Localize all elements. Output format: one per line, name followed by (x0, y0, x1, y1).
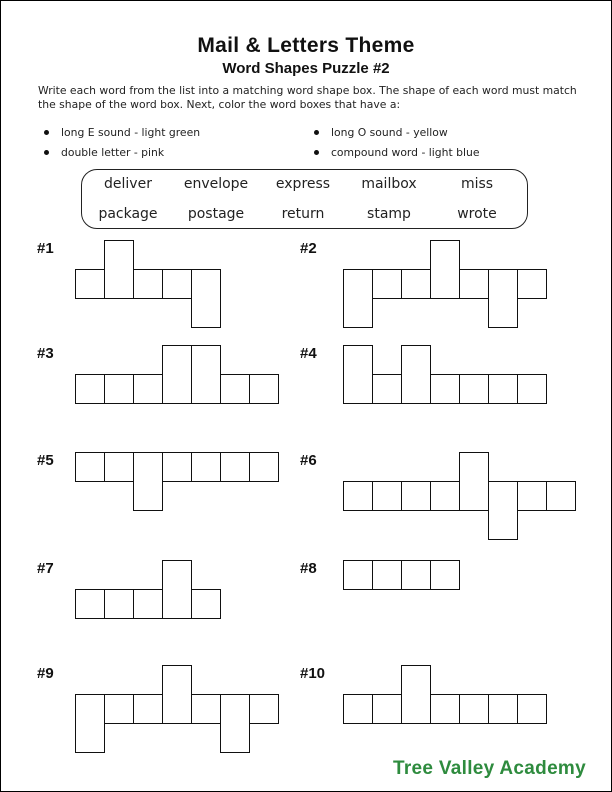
word-bank-item: miss (460, 176, 494, 192)
letter-box[interactable] (162, 269, 192, 299)
letter-box[interactable] (191, 452, 221, 482)
letter-box[interactable] (517, 481, 547, 511)
letter-box[interactable] (372, 560, 402, 590)
letter-box[interactable] (401, 269, 431, 299)
letter-box[interactable] (459, 269, 489, 299)
letter-box[interactable] (517, 694, 547, 724)
letter-box[interactable] (133, 694, 163, 724)
letter-box[interactable] (343, 269, 373, 328)
letter-box[interactable] (430, 374, 460, 404)
letter-box[interactable] (372, 694, 402, 724)
letter-box[interactable] (220, 452, 250, 482)
instructions-text: Write each word from the list into a matching word shape box. The shape of each word must match the shape of the word box. Next, color the word boxes that have a: (38, 84, 577, 111)
letter-box[interactable] (488, 481, 518, 540)
letter-box[interactable] (517, 269, 547, 299)
letter-box[interactable] (372, 374, 402, 404)
bullet-icon (44, 150, 49, 155)
letter-box[interactable] (104, 589, 134, 619)
legend-item-double-letter: double letter - pink (44, 146, 164, 159)
puzzle-label: #6 (300, 452, 317, 469)
puzzle-label: #4 (300, 345, 317, 362)
letter-box[interactable] (343, 345, 373, 404)
letter-box[interactable] (488, 694, 518, 724)
puzzle-label: #5 (37, 452, 54, 469)
letter-box[interactable] (104, 452, 134, 482)
puzzle-label: #2 (300, 240, 317, 257)
letter-box[interactable] (133, 269, 163, 299)
letter-box[interactable] (401, 665, 431, 724)
word-bank-item: deliver (104, 176, 152, 192)
bullet-icon (314, 150, 319, 155)
letter-box[interactable] (249, 694, 279, 724)
letter-box[interactable] (401, 345, 431, 404)
legend-item-compound-word: compound word - light blue (314, 146, 480, 159)
puzzle-label: #8 (300, 560, 317, 577)
letter-box[interactable] (162, 345, 192, 404)
letter-box[interactable] (75, 452, 105, 482)
letter-box[interactable] (191, 694, 221, 724)
puzzle-label: #10 (300, 665, 326, 682)
word-bank-item: stamp (367, 206, 411, 222)
page-subtitle: Word Shapes Puzzle #2 (222, 60, 390, 77)
word-bank-item: return (281, 206, 325, 222)
legend-item-long-e: long E sound - light green (44, 126, 200, 139)
puzzle-label: #9 (37, 665, 54, 682)
letter-box[interactable] (104, 240, 134, 299)
letter-box[interactable] (133, 374, 163, 404)
letter-box[interactable] (459, 452, 489, 511)
puzzle-label: #1 (37, 240, 54, 257)
letter-box[interactable] (75, 374, 105, 404)
letter-box[interactable] (546, 481, 576, 511)
letter-box[interactable] (517, 374, 547, 404)
letter-box[interactable] (343, 694, 373, 724)
letter-box[interactable] (401, 560, 431, 590)
letter-box[interactable] (191, 269, 221, 328)
word-bank-item: envelope (183, 176, 249, 192)
word-bank-item: postage (187, 206, 245, 222)
page-title: Mail & Letters Theme (197, 34, 415, 57)
puzzle-label: #3 (37, 345, 54, 362)
letter-box[interactable] (372, 269, 402, 299)
letter-box[interactable] (459, 374, 489, 404)
brand-logo-text: Tree Valley Academy (392, 758, 586, 779)
letter-box[interactable] (488, 269, 518, 328)
letter-box[interactable] (104, 374, 134, 404)
letter-box[interactable] (133, 452, 163, 511)
letter-box[interactable] (220, 374, 250, 404)
letter-box[interactable] (133, 589, 163, 619)
word-bank-item: mailbox (361, 176, 417, 192)
word-bank-item: wrote (457, 206, 497, 222)
letter-box[interactable] (430, 694, 460, 724)
letter-box[interactable] (75, 269, 105, 299)
letter-box[interactable] (401, 481, 431, 511)
letter-box[interactable] (75, 694, 105, 753)
letter-box[interactable] (430, 240, 460, 299)
letter-box[interactable] (430, 560, 460, 590)
letter-box[interactable] (191, 589, 221, 619)
word-bank-item: express (275, 176, 331, 192)
letter-box[interactable] (249, 374, 279, 404)
letter-box[interactable] (162, 560, 192, 619)
letter-box[interactable] (249, 452, 279, 482)
letter-box[interactable] (343, 560, 373, 590)
letter-box[interactable] (488, 374, 518, 404)
letter-box[interactable] (459, 694, 489, 724)
letter-box[interactable] (430, 481, 460, 511)
letter-box[interactable] (162, 452, 192, 482)
legend-item-long-o: long O sound - yellow (314, 126, 448, 139)
letter-box[interactable] (191, 345, 221, 404)
letter-box[interactable] (104, 694, 134, 724)
bullet-icon (314, 130, 319, 135)
bullet-icon (44, 130, 49, 135)
letter-box[interactable] (162, 665, 192, 724)
letter-box[interactable] (372, 481, 402, 511)
word-bank-item: package (98, 206, 158, 222)
letter-box[interactable] (343, 481, 373, 511)
letter-box[interactable] (75, 589, 105, 619)
puzzle-label: #7 (37, 560, 54, 577)
letter-box[interactable] (220, 694, 250, 753)
